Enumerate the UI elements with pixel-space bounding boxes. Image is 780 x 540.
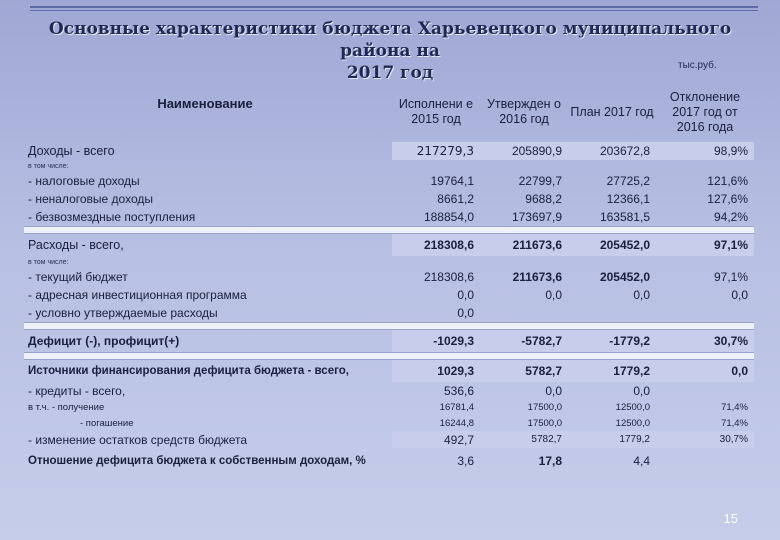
row-credits-v1: 536,6 <box>443 383 474 398</box>
row-gratis-v3: 163581,5 <box>599 210 650 224</box>
row-conditional-v4 <box>656 304 754 322</box>
row-conditional-v1: 0,0 <box>457 306 474 320</box>
row-balance-v2: 5782,7 <box>480 431 568 448</box>
title-line-1: Основные характеристики бюджета Харьевецкого муниципального района на <box>48 19 732 61</box>
row-invest-v3: 0,0 <box>633 288 650 302</box>
row-balance-v4: 30,7% <box>656 431 754 448</box>
row-deficit-v3: -1779,2 <box>568 330 656 352</box>
header-name: Наименование <box>157 96 253 111</box>
row-nontax-v2: 9688,2 <box>525 192 562 206</box>
row-ratio-name: Отношение дефицита бюджета к собственным доходам, % <box>28 455 366 467</box>
row-current-v2: 211673,6 <box>512 270 562 284</box>
row-nontax-v1: 8661,2 <box>437 192 474 206</box>
row-conditional-name: - условно утверждаемые расходы <box>28 306 218 320</box>
row-tax-v3: 27725,2 <box>606 174 650 188</box>
row-invest-v4: 0,0 <box>731 288 748 302</box>
row-nontax-v3: 12366,1 <box>606 192 650 206</box>
row-income-v1: 217279,3 <box>392 142 480 160</box>
row-receipt-v4: 71,4% <box>721 401 748 413</box>
row-balance-name: - изменение остатков средств бюджета <box>28 432 248 447</box>
row-conditional-v3 <box>568 304 656 322</box>
row-income-v3: 203672,8 <box>568 142 656 160</box>
row-expense-v4: 97,1% <box>656 234 754 256</box>
row-ratio-v1: 3,6 <box>457 454 474 468</box>
row-current-v3: 205452,0 <box>599 270 650 284</box>
row-ratio-v2: 17,8 <box>538 454 562 468</box>
row-repay-name: - погашение <box>80 417 134 429</box>
row-credits-name: - кредиты - всего, <box>28 383 126 398</box>
row-balance-v1: 492,7 <box>392 431 480 448</box>
row-repay-v4: 71,4% <box>721 417 748 429</box>
row-tax-v4: 121,6% <box>707 174 748 188</box>
row-repay-v3: 12500,0 <box>615 417 650 429</box>
row-balance-v3: 1779,2 <box>568 431 656 448</box>
row-expense-v2: 211673,6 <box>480 234 568 256</box>
row-gratis-v1: 188854,0 <box>423 210 474 224</box>
header-col3: План 2017 год <box>570 104 654 119</box>
header-col1: Исполнени е 2015 год <box>398 97 474 126</box>
row-deficit-v4: 30,7% <box>656 330 754 352</box>
row-receipt-v2: 17500,0 <box>527 401 562 413</box>
row-sources-v1: 1029,3 <box>392 360 480 382</box>
budget-table <box>24 82 754 474</box>
header-col2: Утвержден о 2016 год <box>486 97 561 126</box>
row-current-v1: 218308,6 <box>423 270 474 284</box>
page-number: 15 <box>723 511 738 526</box>
separator <box>24 352 754 360</box>
row-gratis-v4: 94,2% <box>713 210 748 224</box>
row-invest-v2: 0,0 <box>545 288 562 302</box>
row-deficit-v2: -5782,7 <box>480 330 568 352</box>
separator <box>24 226 754 234</box>
row-credits-v4 <box>656 382 754 399</box>
separator <box>24 322 754 330</box>
row-receipt-v1: 16781,4 <box>439 401 474 413</box>
row-tax-v1: 19764,1 <box>430 174 474 188</box>
row-income-incl: в том числе: <box>28 162 69 170</box>
row-expense-v1: 218308,6 <box>392 234 480 256</box>
row-receipt-v3: 12500,0 <box>615 401 650 413</box>
header-col4: Отклонение 2017 год от 2016 года <box>669 89 741 134</box>
row-sources-v4: 0,0 <box>656 360 754 382</box>
row-nontax-v4: 127,6% <box>707 192 748 206</box>
row-sources-v2: 5782,7 <box>480 360 568 382</box>
top-rule <box>30 6 758 8</box>
slide-title <box>20 18 760 84</box>
row-credits-v2: 0,0 <box>545 383 562 398</box>
row-current-name: - текущий бюджет <box>28 270 128 284</box>
row-receipt-name: в т.ч. - получение <box>28 401 105 413</box>
row-income-v4: 98,9% <box>656 142 754 160</box>
row-nontax-name: - неналоговые доходы <box>28 192 153 206</box>
row-income-name: Доходы - всего <box>28 144 115 158</box>
row-sources-name: Источники финансирования дефицита бюджета - всего, <box>28 365 349 377</box>
row-deficit-name: Дефицит (-), профицит(+) <box>28 334 180 348</box>
row-ratio-v3: 4,4 <box>633 454 650 468</box>
row-repay-v2: 17500,0 <box>527 417 562 429</box>
row-invest-name: - адресная инвестиционная программа <box>28 288 247 302</box>
row-tax-v2: 22799,7 <box>518 174 562 188</box>
row-deficit-v1: -1029,3 <box>392 330 480 352</box>
row-current-v4: 97,1% <box>713 270 748 284</box>
row-repay-v1: 16244,8 <box>439 417 474 429</box>
unit-label: тыс.руб. <box>678 60 717 71</box>
row-sources-v3: 1779,2 <box>568 360 656 382</box>
row-gratis-name: - безвозмездные поступления <box>28 210 196 224</box>
row-expense-name: Расходы - всего, <box>28 238 124 252</box>
title-line-2: 2017 год <box>346 63 434 83</box>
row-gratis-v2: 173697,9 <box>511 210 562 224</box>
row-conditional-v2 <box>480 304 568 322</box>
row-tax-name: - налоговые доходы <box>28 174 140 188</box>
row-credits-v3: 0,0 <box>633 383 650 398</box>
row-invest-v1: 0,0 <box>457 288 474 302</box>
top-rule-thin <box>30 10 758 11</box>
row-expense-incl: в том числе: <box>28 258 69 266</box>
row-ratio-v4 <box>656 448 754 474</box>
row-expense-v3: 205452,0 <box>568 234 656 256</box>
row-income-v2: 205890,9 <box>480 142 568 160</box>
